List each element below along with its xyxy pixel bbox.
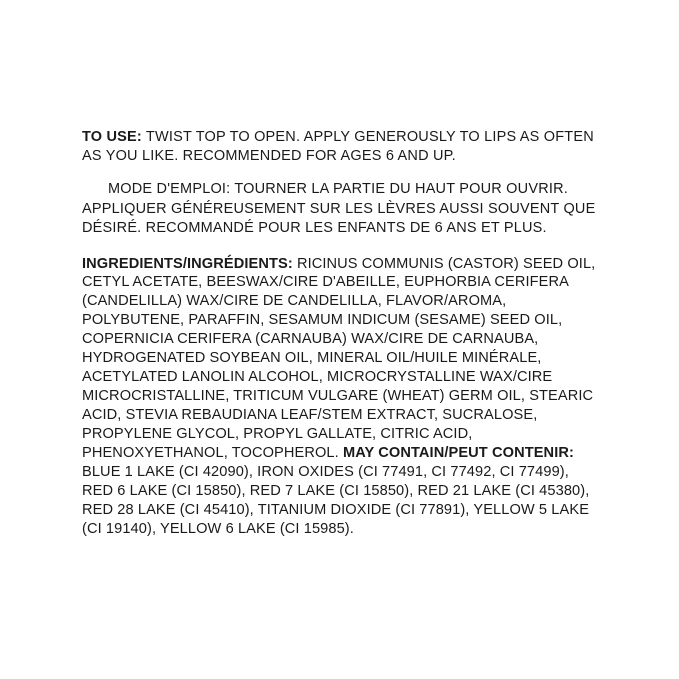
ingredients-heading: INGREDIENTS/INGRÉDIENTS:: [82, 255, 293, 272]
to-use-heading: TO USE:: [82, 129, 142, 145]
to-use-section: [82, 128, 602, 166]
may-contain-heading: MAY CONTAIN/PEUT CONTENIR:: [342, 445, 574, 462]
mode-demploi-heading: MODE D'EMPLOI:: [108, 181, 231, 198]
label-text-block: [82, 128, 602, 539]
may-contain-list: BLUE 1 LAKE (CI 42090), IRON OXIDES (CI 77491, CI 77492, CI 77499), RED 6 LAKE (CI 15850), RED 7 LAKE (CI 15850), RED 21 LAKE (CI 45380), RED 28 LAKE (CI 45410), TITANIUM DIOXIDE (CI 77891), YELLOW 5 LAKE (CI 19140), YELLOW 6 LAKE (CI 15985).: [82, 464, 590, 538]
mode-demploi-section: [82, 180, 602, 238]
ingredients-section: [82, 255, 602, 540]
mode-demploi-text: TOURNER LA PARTIE DU HAUT POUR OUVRIR. APPLIQUER GÉNÉREUSEMENT SUR LES LÈVRES AUSSI SOUVENT QUE DÉSIRÉ. RECOMMANDÉ POUR LES ENFANTS DE 6 ANS ET PLUS.: [82, 181, 596, 237]
to-use-text: TWIST TOP TO OPEN. APPLY GENEROUSLY TO LIPS AS OFTEN AS YOU LIKE. RECOMMENDED FOR AGES 6 AND UP.: [82, 129, 594, 165]
ingredients-list: RICINUS COMMUNIS (CASTOR) SEED OIL, CETYL ACETATE, BEESWAX/CIRE D'ABEILLE, EUPHORBIA CERIFERA (CANDELILLA) WAX/CIRE DE CANDELILLA, FLAVOR/AROMA, POLYBUTENE, PARAFFIN, SESAMUM INDICUM (SESAME) SEED OIL, COPERNICIA CERIFERA (CARNAUBA) WAX/CIRE DE CARNAUBA, HYDROGENATED SOYBEAN OIL, MINERAL OIL/HUILE MINÉRALE, ACETYLATED LANOLIN ALCOHOL, MICROCRYSTALLINE WAX/CIRE MICROCRISTALLINE, TRITICUM VULGARE (WHEAT) GERM OIL, STEARIC ACID, STEVIA REBAUDIANA LEAF/STEM EXTRACT, SUCRALOSE, PROPYLENE GLYCOL, PROPYL GALLATE, CITRIC ACID, PHENOXYETHANOL, TOCOPHEROL.: [82, 255, 596, 462]
